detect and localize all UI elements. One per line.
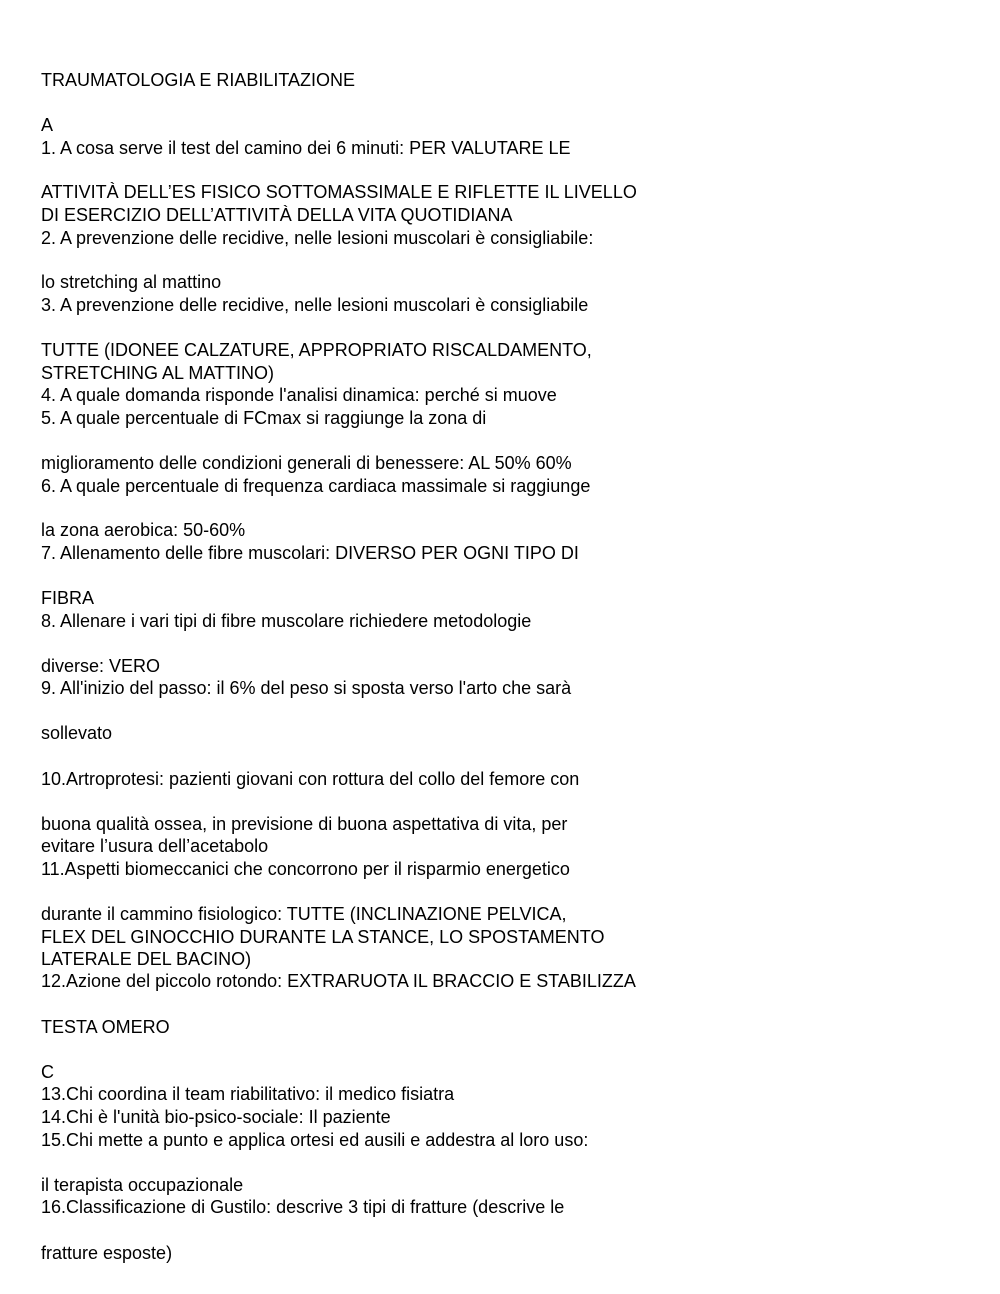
text-line: lo stretching al mattino	[41, 272, 222, 292]
text-line: TESTA OMERO	[41, 1017, 170, 1037]
text-line: 12.Azione del piccolo rotondo: EXTRARUOTA IL BRACCIO E STABILIZZA	[41, 971, 636, 991]
text-line: la zona aerobica: 50-60%	[41, 520, 246, 540]
text-line: sollevato	[41, 723, 113, 743]
text-line: STRETCHING AL MATTINO)	[41, 363, 275, 383]
text-line: diverse: VERO	[41, 656, 161, 676]
text-line: LATERALE DEL BACINO)	[41, 949, 252, 969]
text-line: 5. A quale percentuale di FCmax si raggiunge la zona di	[41, 408, 487, 428]
text-line: FIBRA	[41, 588, 95, 608]
text-line: evitare l’usura dell’acetabolo	[41, 836, 269, 856]
text-line: FLEX DEL GINOCCHIO DURANTE LA STANCE, LO SPOSTAMENTO	[41, 927, 605, 947]
text-line: 15.Chi mette a punto e applica ortesi ed ausili e addestra al loro uso:	[41, 1130, 589, 1150]
text-line: buona qualità ossea, in previsione di buona aspettativa di vita, per	[41, 814, 568, 834]
text-line: durante il cammino fisiologico: TUTTE (INCLINAZIONE PELVICA,	[41, 904, 567, 924]
text-line: il terapista occupazionale	[41, 1175, 244, 1195]
text-line: 7. Allenamento delle fibre muscolari: DIVERSO PER OGNI TIPO DI	[41, 543, 579, 563]
section-letter-c: C	[41, 1062, 54, 1082]
text-line: 11.Aspetti biomeccanici che concorrono per il risparmio energetico	[41, 859, 570, 879]
text-line: TUTTE (IDONEE CALZATURE, APPROPRIATO RISCALDAMENTO,	[41, 340, 592, 360]
text-line: 1. A cosa serve il test del camino dei 6 minuti: PER VALUTARE LE	[41, 138, 571, 158]
text-line: 6. A quale percentuale di frequenza cardiaca massimale si raggiunge	[41, 476, 591, 496]
text-line: miglioramento delle condizioni generali di benessere: AL 50% 60%	[41, 453, 572, 473]
text-line: 10.Artroprotesi: pazienti giovani con rottura del collo del femore con	[41, 769, 580, 789]
text-line: 8. Allenare i vari tipi di fibre muscolare richiedere metodologie	[41, 611, 532, 631]
text-line: 13.Chi coordina il team riabilitativo: il medico fisiatra	[41, 1084, 455, 1104]
document-title: TRAUMATOLOGIA E RIABILITAZIONE	[41, 70, 356, 90]
text-line: DI ESERCIZIO DELL’ATTIVITÀ DELLA VITA QUOTIDIANA	[41, 205, 513, 225]
text-line: 14.Chi è l'unità bio-psico-sociale: Il paziente	[41, 1107, 391, 1127]
text-line: 16.Classificazione di Gustilo: descrive 3 tipi di fratture (descrive le	[41, 1197, 565, 1217]
section-letter-a: A	[41, 115, 54, 135]
text-line: 9. All'inizio del passo: il 6% del peso si sposta verso l'arto che sarà	[41, 678, 572, 698]
text-line: 3. A prevenzione delle recidive, nelle lesioni muscolari è consigliabile	[41, 295, 589, 315]
text-line: 4. A quale domanda risponde l'analisi dinamica: perché si muove	[41, 385, 557, 405]
text-line: ATTIVITÀ DELL’ES FISICO SOTTOMASSIMALE E RIFLETTE IL LIVELLO	[41, 182, 637, 202]
text-line: 2. A prevenzione delle recidive, nelle lesioni muscolari è consigliabile:	[41, 228, 594, 248]
text-line: fratture esposte)	[41, 1243, 173, 1263]
